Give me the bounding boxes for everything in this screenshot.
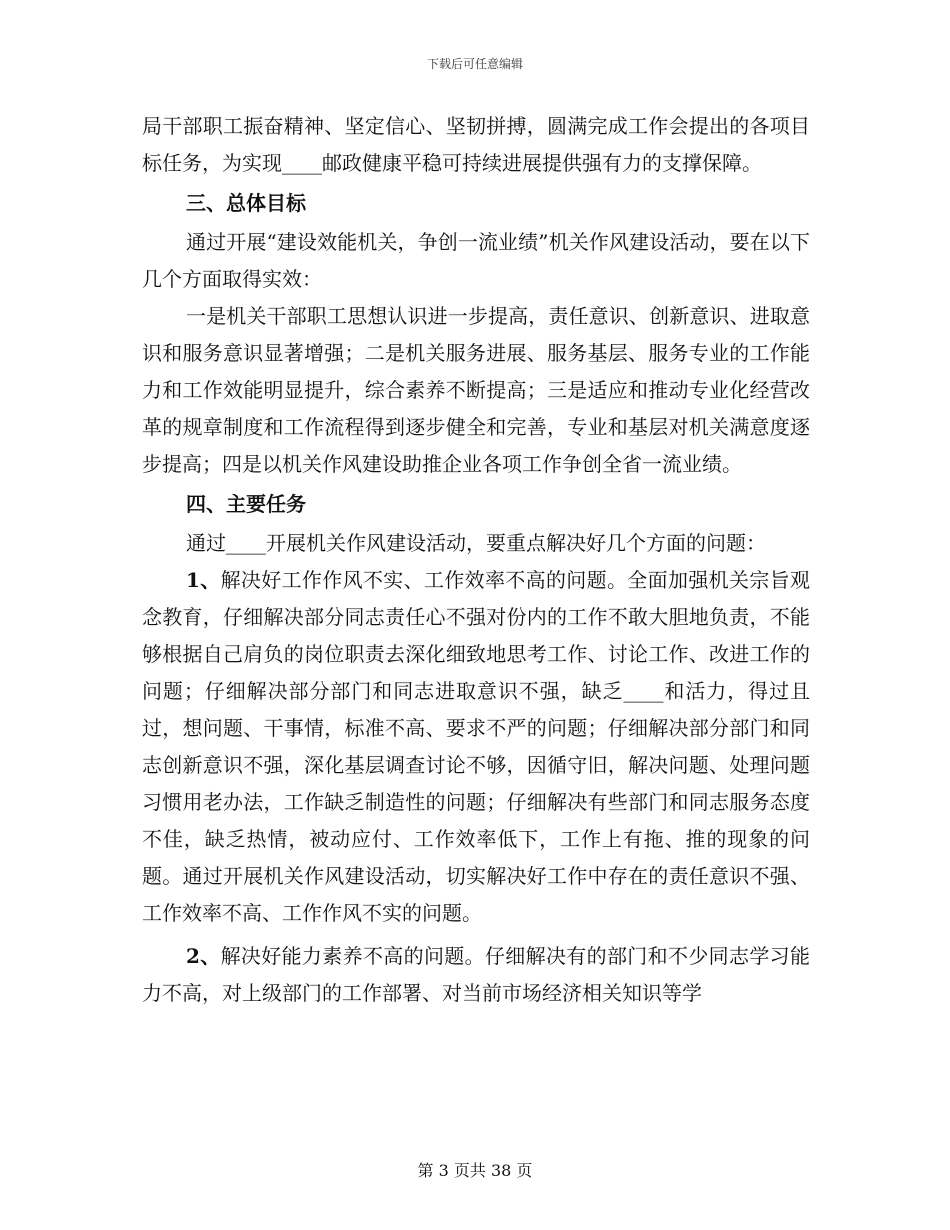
paragraph-task-1: [142, 562, 810, 932]
task-2-text: 解决好能力素养不高的问题。仔细解决有的部门和不少同志学习能力不高，对上级部门的工作部署、对当前市场经济相关知识等学: [142, 944, 810, 1005]
paragraph-continued: 局干部职工振奋精神、坚定信心、坚韧拼搏，圆满完成工作会提出的各项目标任务，为实现____邮政健康平稳可持续进展提供强有力的支撑保障。: [142, 114, 810, 175]
item-number-2: 2、: [186, 944, 221, 968]
page-header: 下载后可任意编辑: [426, 57, 523, 71]
paragraph-goal-details: 一是机关干部职工思想认识进一步提高，责任意识、创新意识、进取意识和服务意识显著增强；二是机关服务进展、服务基层、服务专业的工作能力和工作效能明显提升，综合素养不断提高；三是适应和推动专业化经营改革的规章制度和工作流程得到逐步健全和完善，专业和基层对机关满意度逐步提高；四是以机关作风建设助推企业各项工作争创全省一流业绩。: [142, 304, 810, 476]
paragraph-goal-intro: 通过开展“建设效能机关，争创一流业绩”机关作风建设活动，要在以下几个方面取得实效：: [142, 230, 810, 291]
task-1-text: 解决好工作作风不实、工作效率不高的问题。全面加强机关宗旨观念教育，仔细解决部分同志责任心不强对份内的工作不敢大胆地负责，不能够根据自己肩负的岗位职责去深化细致地思考工作、讨论工作、改进工作的问题；仔细解决部分部门和同志进取意识不强，缺乏____和活力，得过且过，想问题、干事情，标准不高、要求不严的问题；仔细解决部分部门和同志创新意识不强，深化基层调查讨论不够，因循守旧，解决问题、处理问题习惯用老办法，工作缺乏制造性的问题；仔细解决有些部门和同志服务态度不佳，缺乏热情，被动应付、工作效率低下，工作上有拖、推的现象的问题。通过开展机关作风建设活动，切实解决好工作中存在的责任意识不强、工作效率不高、工作作风不实的问题。: [142, 568, 810, 925]
page-footer: 第 3 页共 38 页: [417, 1161, 533, 1180]
document-body: [142, 108, 810, 1012]
paragraph-task-intro: 通过____开展机关作风建设活动，要重点解决好几个方面的问题：: [186, 531, 766, 555]
paragraph-task-2: [142, 938, 810, 1012]
section-heading-4: 四、主要任务: [186, 492, 306, 516]
item-number-1: 1、: [186, 568, 221, 592]
section-heading-3: 三、总体目标: [186, 191, 306, 215]
